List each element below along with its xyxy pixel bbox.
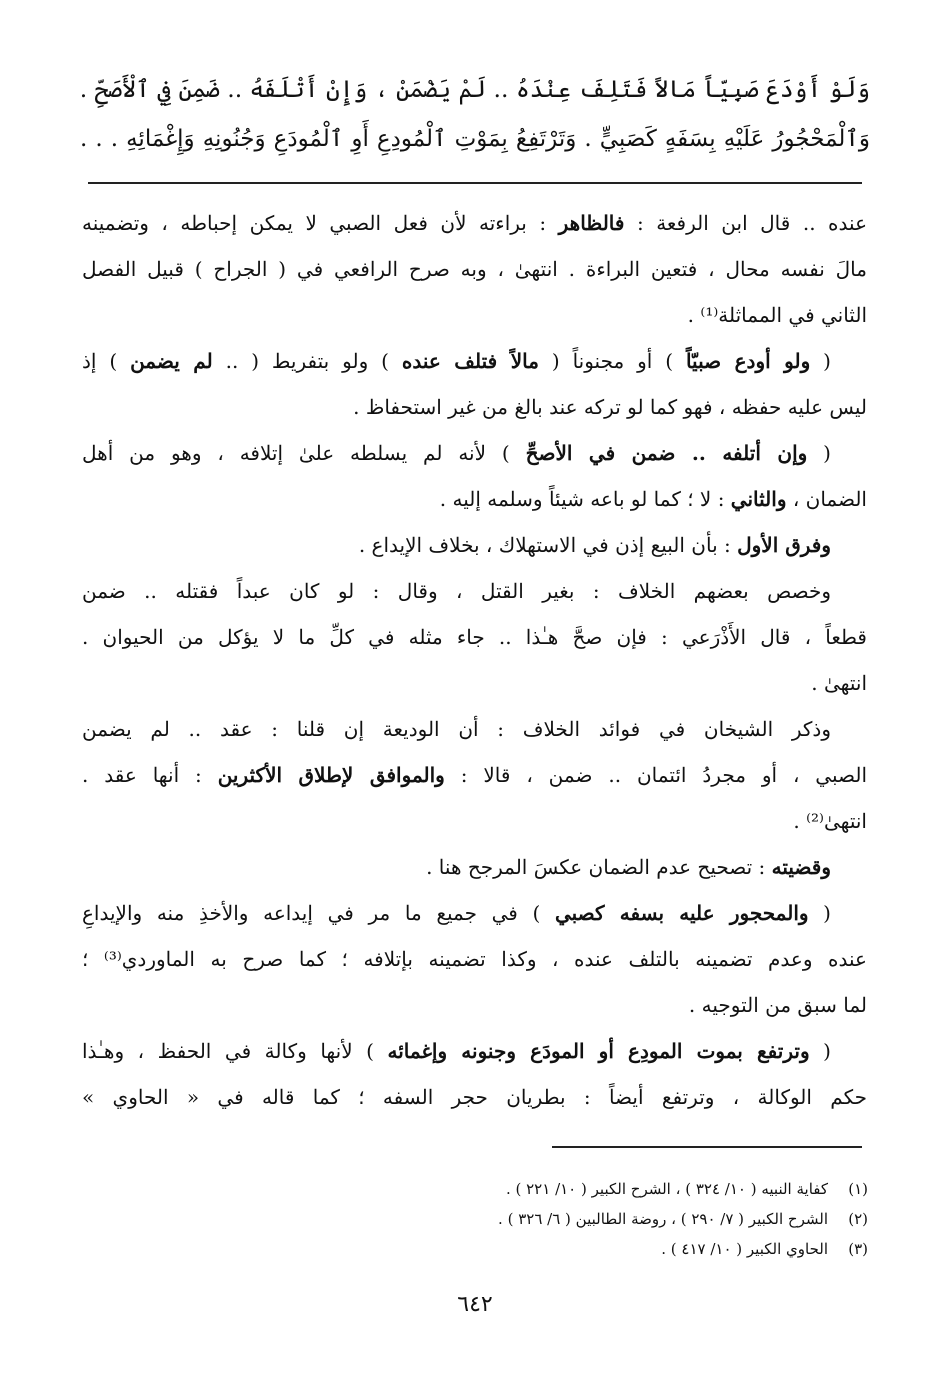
paragraph-9 xyxy=(82,1028,867,1120)
text-line xyxy=(82,890,867,936)
bold-term: والثاني xyxy=(730,487,787,511)
text-line: قطعاً ، قال الأَذْرَعي : فإن صحَّ هـٰذا .. جاء مثله في كلِّ ما لا يؤكل من الحيوان . xyxy=(82,625,867,649)
paragraph-4 xyxy=(82,522,867,568)
text-line xyxy=(82,430,867,476)
bold-term: وفرق الأول xyxy=(737,533,831,557)
text-line: وذكر الشيخان في فوائد الخلاف : أن الوديعة إن قلنا : عقد .. لم يضمن xyxy=(82,717,831,741)
text-run: ( xyxy=(809,1039,831,1063)
text-run: ( xyxy=(810,349,831,373)
bold-term: والمحجور عليه بسفه كصبي xyxy=(554,901,809,925)
text-line: انتهىٰ⁽²⁾ . xyxy=(793,809,867,833)
text-line xyxy=(82,1028,867,1074)
bold-term: وترتفع بموت المودِع أو المودَع وجنونه وإغمائه xyxy=(387,1039,810,1063)
commentary-text xyxy=(82,200,867,1120)
paragraph-3 xyxy=(82,430,867,522)
footnote-text: كفاية النبيه ( ١٠/ ٣٢٤ ) ، الشرح الكبير ( ١٠/ ٢٢١ ) . xyxy=(505,1180,828,1198)
text-run: الضمان ، xyxy=(786,487,867,511)
text-run: : تصحيح عدم الضمان عكسَ المرجح هنا . xyxy=(426,855,772,879)
text-line xyxy=(82,476,867,522)
text-run: ) لأنها وكالة في الحفظ ، وهـٰذا xyxy=(82,1039,388,1063)
bold-term: وإن أتلفه .. ضمن في الأصحِّ xyxy=(525,441,808,465)
paragraph-1 xyxy=(82,200,867,338)
footnotes xyxy=(300,1174,868,1264)
text-run: ( xyxy=(808,901,831,925)
bold-term: والموافق لإطلاق الأكثرين xyxy=(217,763,445,787)
bold-term: وقضيته xyxy=(771,855,831,879)
footnote-text: الحاوي الكبير ( ١٠/ ٤١٧ ) . xyxy=(661,1240,828,1258)
text-run: ) في جميع ما مر في إيداعه والأخذِ منه والإيداعِ xyxy=(82,901,555,925)
paragraph-8 xyxy=(82,890,867,1028)
matn-line-2: وَٱلْمَحْجُورُ عَلَيْهِ بِسَفَهٍ كَصَبِيٍّ . وَتَرْتَفِعُ بِمَوْتِ ٱلْمُودِعِ أَوِ ٱلْمُودَعِ وَجُنُونِهِ وَإِغْمَائِهِ . . . xyxy=(80,126,870,152)
footnote-separator xyxy=(552,1146,862,1148)
matn-line-1: وَلَوْ أَوْدَعَ صَبِيّاً مَالاً فَتَلِفَ عِنْدَهُ .. لَمْ يَضْمَنْ ، وَإِنْ أَتْلَفَهُ .. ضَمِنَ فِي ٱلْأَصَحِّ . xyxy=(80,75,870,103)
text-line xyxy=(82,844,867,890)
paragraph-5 xyxy=(82,568,867,706)
paragraph-2 xyxy=(82,338,867,430)
text-line xyxy=(82,200,867,246)
text-run: : لا ؛ كما لو باعه شيئاً وسلمه إليه . xyxy=(439,487,731,511)
paragraph-7 xyxy=(82,844,867,890)
bold-term: لم يضمن xyxy=(130,349,213,373)
bold-term: ولو أودع صبيّاً xyxy=(685,349,811,373)
matn-text xyxy=(80,64,870,164)
text-line xyxy=(82,522,867,568)
text-line: لما سبق من التوجيه . xyxy=(688,993,867,1017)
text-line: الثاني في المماثلة⁽¹⁾ . xyxy=(687,303,867,327)
footnote-number: (١) xyxy=(848,1180,868,1198)
text-run: ) أو مجنوناً ( xyxy=(538,349,686,373)
text-line: عنده وعدم تضمينه بالتلف عنده ، وكذا تضمينه بإتلافه ؛ كما صرح به الماوردي⁽³⁾ ؛ xyxy=(82,947,867,971)
text-run: : أنها عقد . xyxy=(82,763,218,787)
text-run: ) ولو بتفريط ( .. xyxy=(212,349,402,373)
footnote-item xyxy=(300,1234,868,1264)
bold-term: مالاً فتلف عنده xyxy=(401,349,539,373)
page-number: ٦٤٢ xyxy=(457,1292,493,1317)
paragraph-6 xyxy=(82,706,867,844)
footnote-number: (٣) xyxy=(848,1240,868,1258)
text-line: ليس عليه حفظه ، فهو كما لو تركه عند بالغ من غير استحفاظ . xyxy=(353,395,867,419)
footnote-text: الشرح الكبير ( ٧/ ٢٩٠ ) ، روضة الطالبين ( ٦/ ٣٢٦ ) . xyxy=(498,1210,828,1228)
text-line: حكم الوكالة ، وترتفع أيضاً : بطريان حجر السفه ؛ كما قاله في « الحاوي » xyxy=(82,1085,867,1109)
text-line: مالَ نفسه محال ، فتعين البراءة . انتهىٰ ، وبه صرح الرافعي في ( الجراح ) قبيل الفصل xyxy=(82,257,867,281)
footnote-number: (٢) xyxy=(848,1210,868,1228)
text-run: : براءته لأن فعل الصبي لا يمكن إحباطه ، وتضمينه xyxy=(82,211,559,235)
text-run: ) لأنه لم يسلطه علىٰ إتلافه ، وهو من أهل xyxy=(82,441,526,465)
text-run: ) إذ xyxy=(82,349,131,373)
text-run: ( xyxy=(807,441,831,465)
text-run: الصبي ، أو مجردُ ائتمان .. ضمن ، قالا : xyxy=(444,763,867,787)
bold-term: فالظاهر xyxy=(558,211,625,235)
footnote-item xyxy=(300,1174,868,1204)
text-line: انتهىٰ . xyxy=(811,671,867,695)
footnote-item xyxy=(300,1204,868,1234)
text-run: : بأن البيع إذن في الاستهلاك ، بخلاف الإيداع . xyxy=(358,533,738,557)
text-line xyxy=(82,752,867,798)
text-line xyxy=(82,338,867,384)
text-line: وخصص بعضهم الخلاف : بغير القتل ، وقال : لو كان عبداً فقتله .. ضمن xyxy=(82,579,831,603)
text-run: عنده .. قال ابن الرفعة : xyxy=(624,211,867,235)
matn-separator xyxy=(88,182,862,184)
